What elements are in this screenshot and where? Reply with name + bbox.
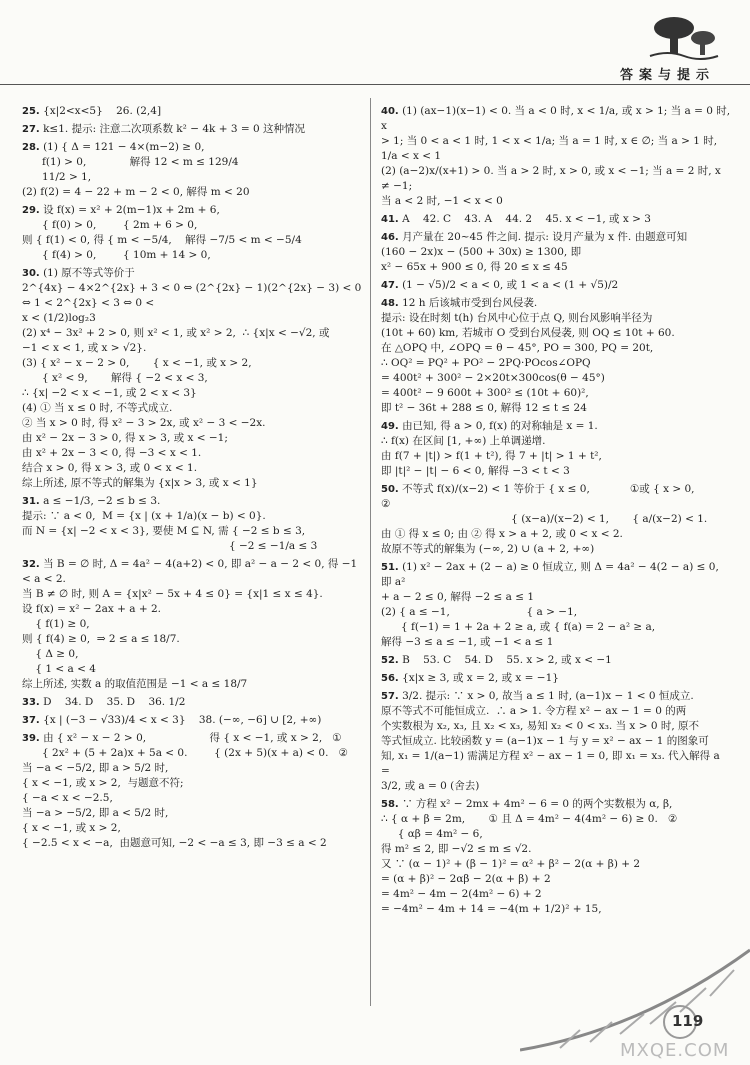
answer-line: 原不等式不可能恒成立. ∴ a > 1. 令方程 x² − ax − 1 = 0 的两 <box>381 705 687 717</box>
answer-number: 39. <box>22 733 40 744</box>
answer-line: {x|x ≥ 3, 或 x = 2, 或 x = −1} <box>402 672 559 684</box>
answer-line: 综上所述, 原不等式的解集为 {x|x > 3, 或 x < 1} <box>22 477 258 489</box>
answer-line: (1) (ax−1)(x−1) < 0. 当 a < 0 时, x < 1/a, 或 x > 1; 当 a = 0 时, x <box>381 105 734 132</box>
answer-line: B 53. C 54. D 55. x > 2, 或 x < −1 <box>402 654 612 666</box>
answer-line: 当 −a > −5/2, 即 a < 5/2 时, <box>22 807 169 819</box>
watermark: MXQE.COM <box>620 1040 730 1061</box>
answer-line: = (α + β)² − 2αβ − 2(α + β) + 2 <box>381 873 551 885</box>
answer-line: { x < −1, 或 x > 2, 与题意不符; <box>22 777 184 789</box>
answer-line: 月产量在 20~45 件之间. 提示: 设月产量为 x 件. 由题意可知 <box>402 231 688 243</box>
answer-line: k≤1. 提示: 注意二次项系数 k² − 4k + 3 = 0 这种情况 <box>43 123 306 135</box>
answer-line: (2) { a ≤ −1, { a > −1, <box>381 606 578 618</box>
answer-line: 则 { f(4) ≥ 0, ⇒ 2 ≤ a ≤ 18/7. <box>22 633 180 645</box>
answer-entry <box>22 713 367 728</box>
answer-entry <box>22 494 367 554</box>
answer-number: 40. <box>381 106 399 117</box>
answer-line: 12 h 后该城市受到台风侵袭. <box>402 297 538 309</box>
answer-entry <box>381 560 731 650</box>
answer-number: 29. <box>22 205 40 216</box>
answer-line: = 400t² + 300² − 2×20t×300cos(θ − 45°) <box>381 372 605 384</box>
answer-line: 3/2, 或 a = 0 (舍去) <box>381 780 480 792</box>
answer-entry <box>22 140 367 200</box>
answer-line: 当 −a < −5/2, 即 a > 5/2 时, <box>22 762 169 774</box>
answer-line: { Δ ≥ 0, <box>22 648 79 660</box>
answer-number: 28. <box>22 142 40 153</box>
answer-entry <box>381 296 731 416</box>
answer-line: 由 ① 得 x ≤ 0; 由 ② 得 x > a + 2, 或 0 < x < 2. <box>381 528 623 540</box>
answer-line: 个实数根为 x₂, x₃, 且 x₂ < x₃, 易知 x₂ < 0 < x₃. 当 x > 0 时, 原不 <box>381 720 700 732</box>
answer-number: 47. <box>381 280 399 291</box>
answer-line: { αβ = 4m² − 6, <box>381 828 483 840</box>
answer-line: { f(0) > 0, { 2m + 6 > 0, <box>22 219 198 231</box>
answer-number: 46. <box>381 232 399 243</box>
answer-line: A 42. C 43. A 44. 2 45. x < −1, 或 x > 3 <box>402 213 651 225</box>
answer-number: 52. <box>381 655 399 666</box>
answer-number: 51. <box>381 562 399 573</box>
answer-line: { −2.5 < x < −a, 由题意可知, −2 < −a ≤ 3, 即 −3 ≤ a < 2 <box>22 837 327 849</box>
answer-line: −1 < x < 1, 或 x > √2}. <box>22 342 147 354</box>
answer-line: 当 a < 2 时, −1 < x < 0 <box>381 195 503 207</box>
answer-number: 49. <box>381 421 399 432</box>
answer-line: ∴ {x| −2 < x < −1, 或 2 < x < 3} <box>22 387 197 399</box>
answer-line: x² − 65x + 900 ≤ 0, 得 20 ≤ x ≤ 45 <box>381 261 568 273</box>
answer-line: {x | (−3 − √33)/4 < x < 3} 38. (−∞, −6] ∪ [2, +∞) <box>43 714 322 726</box>
answer-line: 11/2 > 1, <box>22 171 92 183</box>
answer-line: 由已知, 得 a > 0, f(x) 的对称轴是 x = 1. <box>402 420 598 432</box>
answer-line: D 34. D 35. D 36. 1/2 <box>43 696 186 708</box>
page-number: 119 <box>672 1012 704 1030</box>
answer-line: ② 当 x > 0 时, 得 x² − 3 > 2x, 或 x² − 3 < −2x. <box>22 417 266 429</box>
answer-number: 41. <box>381 214 399 225</box>
answer-line: { f(−1) = 1 + 2a + 2 ≥ a, 或 { f(a) = 2 − a² ≥ a, <box>381 621 656 633</box>
answer-line: { −2 ≤ −1/a ≤ 3 <box>22 540 318 552</box>
answer-line: 提示: 设在时刻 t(h) 台风中心位于点 Q, 则台风影响半径为 <box>381 312 653 324</box>
answer-entry <box>381 689 731 794</box>
answer-line: { −a < x < −2.5, <box>22 792 113 804</box>
answer-number: 56. <box>381 673 399 684</box>
answer-line: { x < −1, 或 x > 2, <box>22 822 121 834</box>
answer-entry <box>381 797 731 917</box>
answer-line: 设 f(x) = x² − 2ax + a + 2. <box>22 603 162 615</box>
answer-line: 综上所述, 实数 a 的取值范围是 −1 < a ≤ 18/7 <box>22 678 248 690</box>
answer-line: (10t + 60) km, 若城市 O 受到台风侵袭, 则 OQ ≤ 10t + 60. <box>381 327 675 339</box>
answer-line: 解得 −3 ≤ a ≤ −1, 或 −1 < a ≤ 1 <box>381 636 554 648</box>
answer-number: 37. <box>22 715 40 726</box>
answer-line: 由 { x² − x − 2 > 0, 得 { x < −1, 或 x > 2, ① <box>43 732 342 744</box>
answer-line: + a − 2 ≤ 0, 解得 −2 ≤ a ≤ 1 <box>381 591 535 603</box>
answer-line: 不等式 f(x)/(x−2) < 1 等价于 { x ≤ 0, ①或 { x > 0, ② <box>381 483 725 510</box>
answer-line: 由 f(7 + |t|) > f(1 + t²), 得 7 + |t| > 1 + t², <box>381 450 602 462</box>
answer-line: 1/a < x < 1 <box>381 150 442 162</box>
answer-line: { x² < 9, 解得 { −2 < x < 3, <box>22 372 208 384</box>
answer-number: 25. <box>22 106 40 117</box>
answer-entry <box>381 482 731 557</box>
answer-entry <box>381 104 734 209</box>
answer-line: {x|2<x<5} 26. (2,4] <box>43 105 162 117</box>
answer-line: (1 − √5)/2 < a < 0, 或 1 < a < (1 + √5)/2 <box>402 279 619 291</box>
answer-line: { 1 < a < 4 <box>22 663 96 675</box>
answer-entry <box>381 278 731 293</box>
answer-line: (3) { x² − x − 2 > 0, { x < −1, 或 x > 2, <box>22 357 252 369</box>
answer-entry <box>22 695 367 710</box>
answer-line: { f(1) ≥ 0, <box>22 618 90 630</box>
left-column <box>22 104 367 854</box>
answer-line: 当 B = ∅ 时, Δ = 4a² − 4(a+2) < 0, 即 a² − a − 2 < 0, 得 −1 < a < 2. <box>22 558 361 585</box>
answer-line: (2) f(2) = 4 − 22 + m − 2 < 0, 解得 m < 20 <box>22 186 250 198</box>
answer-number: 27. <box>22 124 40 135</box>
answer-line: 即 |t|² − |t| − 6 < 0, 解得 −3 < t < 3 <box>381 465 570 477</box>
answer-number: 30. <box>22 268 40 279</box>
answer-line: ∴ f(x) 在区间 [1, +∞) 上单调递增. <box>381 435 546 447</box>
answer-entry <box>22 266 367 491</box>
answer-line: (1) 原不等式等价于 <box>43 267 135 279</box>
answer-number: 58. <box>381 799 399 810</box>
mushroom-logo-icon <box>648 14 720 60</box>
header-rule <box>0 84 750 85</box>
answer-line: 提示: ∵ a < 0, M = {x | (x + 1/a)(x − b) < 0}. <box>22 510 266 522</box>
answer-entry <box>381 653 731 668</box>
answer-line: 2^{4x} − 4×2^{2x} + 3 < 0 ⇔ (2^{2x} − 1)(2^{2x} − 3) < 0 ⇔ 1 < 2^{2x} < 3 ⇔ 0 < <box>22 282 365 309</box>
answer-line: (2) x⁴ − 3x² + 2 > 0, 则 x² < 1, 或 x² > 2, ∴ {x|x < −√2, 或 <box>22 327 330 339</box>
answer-line: = 400t² − 9 600t + 300² ≤ (10t + 60)², <box>381 387 589 399</box>
answer-line: = 4m² − 4m − 2(4m² − 6) + 2 <box>381 888 542 900</box>
answer-line: 设 f(x) = x² + 2(m−1)x + 2m + 6, <box>43 204 220 216</box>
answer-line: 3/2. 提示: ∵ x > 0, 故当 a ≤ 1 时, (a−1)x − 1 < 0 恒成立. <box>402 690 694 702</box>
answer-line: 得 m² ≤ 2, 即 −√2 ≤ m ≤ √2. <box>381 843 532 855</box>
answer-line: 即 t² − 36t + 288 ≤ 0, 解得 12 ≤ t ≤ 24 <box>381 402 587 414</box>
answer-line: 故原不等式的解集为 (−∞, 2) ∪ (a + 2, +∞) <box>381 543 595 555</box>
answer-entry <box>22 557 367 692</box>
answer-line: { f(4) > 0, { 10m + 14 > 0, <box>22 249 211 261</box>
answer-line: { 2x² + (5 + 2a)x + 5a < 0. { (2x + 5)(x + a) < 0. ② <box>22 747 348 759</box>
answer-entry <box>381 671 731 686</box>
answer-line: 由 x² − 2x − 3 > 0, 得 x > 3, 或 x < −1; <box>22 432 228 444</box>
answer-line: 知, x₁ = 1/(a−1) 需满足方程 x² − ax − 1 = 0, 即 x₁ = x₃. 代入解得 a = <box>381 750 724 777</box>
answer-line: f(1) > 0, 解得 12 < m ≤ 129/4 <box>22 156 239 168</box>
answer-entry <box>22 203 367 263</box>
answer-entry <box>22 731 367 851</box>
answer-number: 50. <box>381 484 399 495</box>
answer-line: ∵ 方程 x² − 2mx + 4m² − 6 = 0 的两个实数根为 α, β, <box>402 798 673 810</box>
answer-entry <box>381 230 731 275</box>
right-column <box>381 104 734 920</box>
answer-line: 在 △OPQ 中, ∠OPQ = θ − 45°, PO = 300, PQ = 20t, <box>381 342 654 354</box>
answer-line: a ≤ −1/3, −2 ≤ b ≤ 3. <box>43 495 161 507</box>
answer-line: { (x−a)/(x−2) < 1, { a/(x−2) < 1. <box>381 513 708 525</box>
answer-line: 而 N = {x| −2 < x < 3}, 要使 M ⊆ N, 需 { −2 ≤ b ≤ 3, <box>22 525 306 537</box>
answer-line: (4) ① 当 x ≤ 0 时, 不等式成立. <box>22 402 173 414</box>
answer-line: 当 B ≠ ∅ 时, 则 A = {x|x² − 5x + 4 ≤ 0} = {x|1 ≤ x ≤ 4}. <box>22 588 323 600</box>
answer-number: 48. <box>381 298 399 309</box>
answer-entry <box>22 104 367 119</box>
answer-number: 32. <box>22 559 40 570</box>
answer-line: ∴ { α + β = 2m, ① 且 Δ = 4m² − 4(4m² − 6) ≥ 0. ② <box>381 813 678 825</box>
answer-line: (1) { Δ = 121 − 4×(m−2) ≥ 0, <box>43 141 205 153</box>
answer-entry <box>381 212 731 227</box>
header-title: 答案与提示 <box>620 68 716 83</box>
answer-number: 31. <box>22 496 40 507</box>
answer-line: 由 x² + 2x − 3 < 0, 得 −3 < x < 1. <box>22 447 202 459</box>
answer-line: = −4m² − 4m + 14 = −4(m + 1/2)² + 15, <box>381 903 602 915</box>
answer-line: (1) x² − 2ax + (2 − a) ≥ 0 恒成立, 则 Δ = 4a² − 4(2 − a) ≤ 0, 即 a² <box>381 561 723 588</box>
answer-line: > 1; 当 0 < a < 1 时, 1 < x < 1/a; 当 a = 1 时, x ∈ ∅; 当 a > 1 时, <box>381 135 718 147</box>
answer-line: 等式恒成立. 比较函数 y = (a−1)x − 1 与 y = x² − ax − 1 的图象可 <box>381 735 709 747</box>
answer-line: 结合 x > 0, 得 x > 3, 或 0 < x < 1. <box>22 462 198 474</box>
answer-line: 又 ∵ (α − 1)² + (β − 1)² = α² + β² − 2(α + β) + 2 <box>381 858 641 870</box>
answer-line: x < (1/2)log₂3 <box>22 312 96 324</box>
answer-line: (160 − 2x)x − (500 + 30x) ≥ 1300, 即 <box>381 246 582 258</box>
answer-number: 33. <box>22 697 40 708</box>
answer-line: (2) (a−2)x/(x+1) > 0. 当 a > 2 时, x > 0, 或 x < −1; 当 a = 2 时, x ≠ −1; <box>381 165 725 192</box>
answer-number: 57. <box>381 691 399 702</box>
answer-entry <box>22 122 367 137</box>
answer-line: ∴ OQ² = PQ² + PO² − 2PQ·POcos∠OPQ <box>381 357 591 369</box>
column-divider <box>370 98 371 1006</box>
answer-line: 则 { f(1) < 0, 得 { m < −5/4, 解得 −7/5 < m < −5/4 <box>22 234 302 246</box>
answer-entry <box>381 419 731 479</box>
